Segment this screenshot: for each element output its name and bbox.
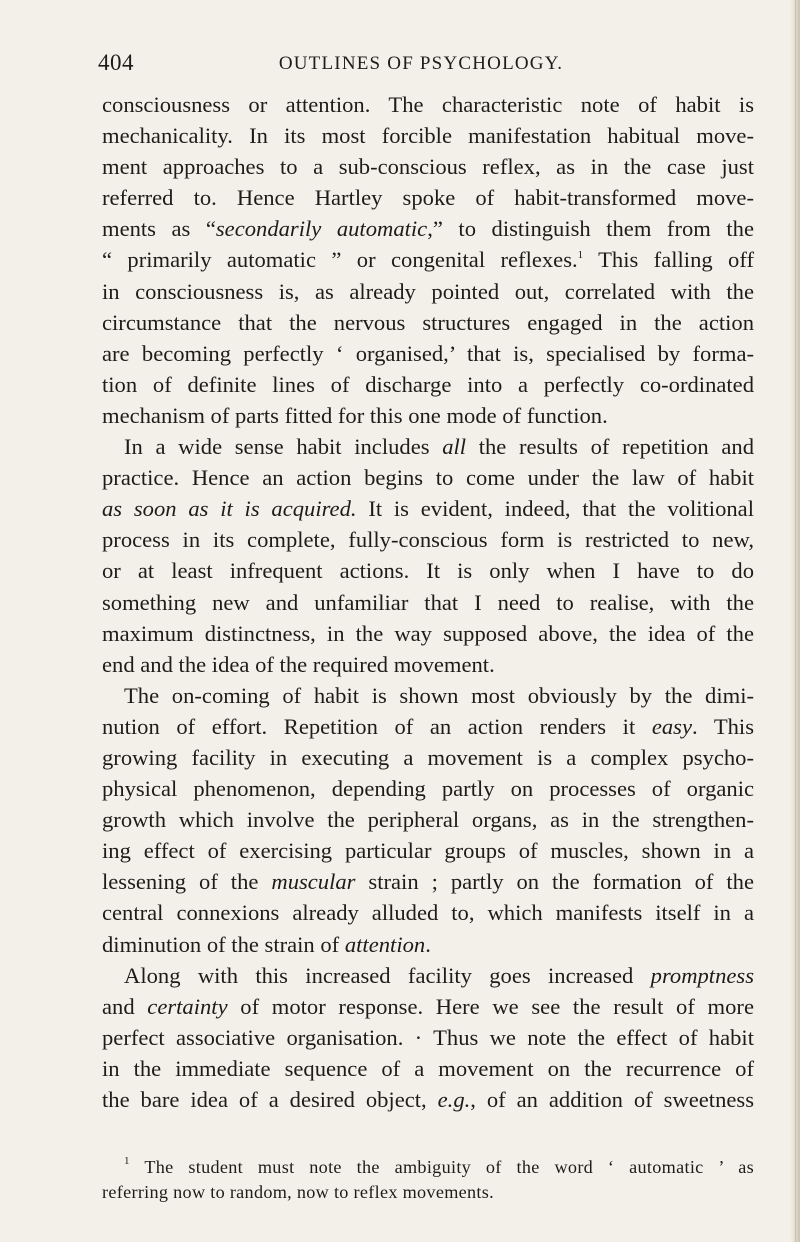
italic-phrase: as soon as it is acquired. bbox=[102, 496, 357, 522]
text-line: perfect associative organisation. · Thus we note the effect of habit bbox=[102, 1024, 754, 1050]
footnote-marker: 1 bbox=[124, 1155, 130, 1167]
text-line: central connexions already alluded to, which manifests itself in a bbox=[102, 900, 754, 926]
italic-phrase: muscular bbox=[271, 869, 356, 895]
paragraph-start-line: The on-coming of habit is shown most obviously by the dimi- bbox=[124, 682, 754, 708]
paragraph-start-line: In a wide sense habit includes all the results of repetition and bbox=[124, 434, 754, 460]
text-line: growing facility in executing a movement is a complex psycho- bbox=[102, 744, 754, 770]
paragraph-start-line: Along with this increased facility goes increased promptness bbox=[124, 962, 754, 988]
text-line: the bare idea of a desired object, e.g., of an addition of sweetness bbox=[102, 1087, 754, 1112]
page-edge-line bbox=[795, 0, 796, 1242]
text-line: end and the idea of the required movement. bbox=[102, 651, 495, 677]
footnote-reference: 1 bbox=[577, 249, 584, 262]
text-line: and certainty of motor response. Here we see the result of more bbox=[102, 993, 754, 1019]
text-line: referred to. Hence Hartley spoke of habit-transformed move- bbox=[102, 185, 754, 211]
text-line: process in its complete, fully-conscious form is restricted to new, bbox=[102, 527, 754, 553]
running-header bbox=[98, 50, 744, 80]
text-line: in the immediate sequence of a movement on the recurrence of bbox=[102, 1055, 754, 1081]
page-number: 404 bbox=[98, 50, 134, 75]
italic-phrase: secondarily automatic bbox=[215, 216, 428, 242]
text-line: in consciousness is, as already pointed out, correlated with the bbox=[102, 278, 754, 304]
body-text bbox=[102, 89, 754, 1115]
text-line: practice. Hence an action begins to come under the law of habit bbox=[102, 465, 754, 491]
text-line: or at least infrequent actions. It is only when I have to do bbox=[102, 558, 754, 584]
text-line: lessening of the muscular strain ; partly on the formation of the bbox=[102, 869, 754, 895]
text-line: consciousness or attention. The characteristic note of habit is bbox=[102, 92, 754, 117]
text-line: mechanicality. In its most forcible manifestation habitual move- bbox=[102, 123, 754, 149]
footnote-line: referring now to random, now to reflex movements. bbox=[102, 1182, 494, 1202]
running-title: OUTLINES OF PSYCHOLOGY. bbox=[278, 53, 564, 74]
footnote bbox=[102, 1155, 754, 1205]
italic-phrase: easy bbox=[651, 713, 692, 739]
italic-phrase: certainty bbox=[147, 993, 228, 1019]
text-line: are becoming perfectly ‘ organised,’ that is, specialised by forma- bbox=[102, 340, 754, 366]
text-line: “ primarily automatic ” or congenital reflexes.$^1$ This falling off bbox=[102, 247, 754, 273]
text-line: tion of definite lines of discharge into a perfectly co-ordinated bbox=[102, 371, 754, 397]
text-line: diminution of the strain of attention. bbox=[102, 931, 431, 957]
text-line: mechanism of parts fitted for this one mode of function. bbox=[102, 402, 608, 428]
text-line: circumstance that the nervous structures engaged in the action bbox=[102, 309, 754, 335]
text-line: ment approaches to a sub-conscious reflex, as in the case just bbox=[102, 154, 754, 180]
text-line: something new and unfamiliar that I need to realise, with the bbox=[102, 589, 754, 615]
italic-phrase: promptness bbox=[650, 962, 754, 988]
text-line: maximum distinctness, in the way supposed above, the idea of the bbox=[102, 620, 754, 646]
italic-phrase: attention bbox=[344, 931, 426, 957]
italic-phrase: all bbox=[442, 434, 467, 460]
text-line: ments as “secondarily automatic,” to distinguish them from the bbox=[102, 216, 754, 242]
footnote-line: $^1$ The student must note the ambiguity of the word ‘ automatic ’ as bbox=[124, 1155, 754, 1177]
text-line: nution of effort. Repetition of an action renders it easy. This bbox=[102, 713, 754, 739]
text-line: as soon as it is acquired. It is evident, indeed, that the volitional bbox=[102, 496, 754, 522]
text-line: growth which involve the peripheral organs, as in the strengthen- bbox=[102, 807, 754, 833]
text-line: ing effect of exercising particular groups of muscles, shown in a bbox=[102, 838, 754, 864]
italic-phrase: e.g. bbox=[437, 1087, 471, 1112]
text-line: physical phenomenon, depending partly on processes of organic bbox=[102, 776, 754, 802]
